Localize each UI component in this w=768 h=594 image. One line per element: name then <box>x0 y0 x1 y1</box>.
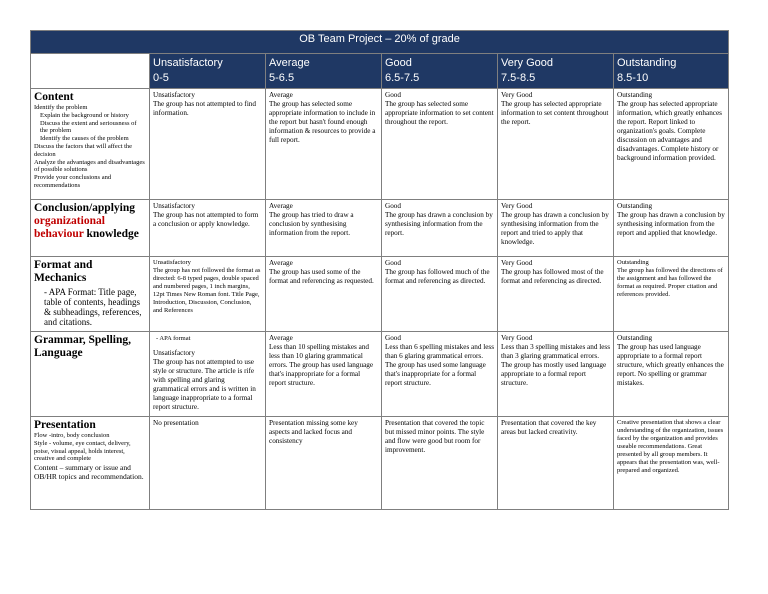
criterion-conclusion <box>31 200 150 257</box>
criterion-format <box>31 257 150 332</box>
cell-text: The group has drawn a conclusion by synthesising information from the report. <box>385 211 493 237</box>
cell-text: The group has selected some appropriate information to include in the report but hasn't found enough information & resources to provide a full report. <box>269 100 376 144</box>
criterion-title: Content <box>34 91 74 103</box>
criterion-title: Presentation <box>34 419 96 431</box>
cell-text: The group has followed much of the format and referencing as directed. <box>385 268 490 285</box>
rubric-cell <box>498 257 614 332</box>
rubric-cell <box>382 417 498 510</box>
cell-text: The group has not attempted to use style or structure. The article is rife with spelling and glaring grammatical errors and is written in language inappropriate to a formal report structure. <box>153 358 256 411</box>
cell-text: The group has used some of the format and referencing as requested. <box>269 268 374 285</box>
cell-level: Outstanding <box>617 202 653 210</box>
rubric-cell <box>614 257 729 332</box>
rubric-cell <box>498 200 614 257</box>
cell-level: Very Good <box>501 91 533 99</box>
level-header-average: Average 5-6.5 <box>266 54 382 89</box>
criterion-title-part: Conclusion/applying <box>34 202 135 214</box>
rubric-cell <box>498 332 614 417</box>
rubric-cell <box>614 200 729 257</box>
rubric-cell <box>614 332 729 417</box>
rubric-cell <box>266 417 382 510</box>
cell-text: Less than 6 spelling mistakes and less than 6 glaring grammatical errors. The group has used some language that's inappropriate for a formal report structure. <box>385 343 494 387</box>
criterion-desc: Identify the problem <box>34 104 88 111</box>
rubric-cell <box>266 200 382 257</box>
cell-text: Less than 3 spelling mistakes and less than 3 glaring grammatical errors. The group has mostly used language appropriate to a formal report structure. <box>501 343 610 387</box>
rubric-cell <box>498 89 614 200</box>
cell-text: Creative presentation that shows a clear understanding of the organization, issues faced by the organization and provides useable recommendations. Great presented by all group members. It appears that the presentation was, well-prepared and organized. <box>617 419 724 474</box>
cell-level: Outstanding <box>617 334 653 342</box>
table-row <box>31 200 729 257</box>
criterion-desc: Provide your conclusions and recommendations <box>34 174 112 189</box>
cell-level: Average <box>269 91 293 99</box>
rubric-cell <box>498 417 614 510</box>
cell-text: The group has not followed the format as directed: 6-8 typed pages, double spaced and numbered pages, 1 inch margins, 12pt Times New Roman font. Title Page, Introduction, Discussion, Conclusion, and References <box>153 267 261 314</box>
rubric-table <box>30 30 729 510</box>
criterion-desc: Explain the background or history <box>40 111 129 119</box>
cell-level: Unsatisfactory <box>153 202 195 210</box>
cell-text: Presentation that covered the key areas but lacked creativity. <box>501 419 597 436</box>
cell-level: Unsatisfactory <box>153 91 195 99</box>
cell-text: The group has selected appropriate information to set content throughout the report. <box>501 100 609 126</box>
cell-text: The group has used language appropriate to a formal report structure, which greatly enhances the report. No spelling or grammar mistakes. <box>617 343 724 387</box>
rubric-cell <box>150 417 266 510</box>
cell-level: Unsatisfactory <box>153 349 195 357</box>
rubric-cell <box>150 89 266 200</box>
table-row <box>31 332 729 417</box>
criterion-title-part: knowledge <box>83 228 139 240</box>
rubric-cell <box>150 200 266 257</box>
cell-level: Very Good <box>501 259 533 267</box>
criterion-desc: Discuss the extent and seriousness of the problem <box>40 119 137 135</box>
list-item: - APA Format: Title page, table of contents, headings & subheadings, references, and citations. <box>44 287 146 327</box>
rubric-cell <box>382 200 498 257</box>
cell-level: Good <box>385 334 401 342</box>
rubric-title: OB Team Project – 20% of grade <box>31 31 729 54</box>
cell-level: Good <box>385 259 401 267</box>
cell-level: Very Good <box>501 202 533 210</box>
criterion-title: Grammar, Spelling, Language <box>34 334 132 359</box>
cell-note: - APA format <box>156 335 191 342</box>
rubric-cell <box>266 89 382 200</box>
rubric-cell <box>266 332 382 417</box>
cell-text: The group has selected some appropriate information to set content throughout the report. <box>385 100 494 126</box>
criterion-desc: Style - volume, eye contact, delivery, poise, visual appeal, holds interest, creative and complete <box>34 439 131 463</box>
rubric-cell <box>150 332 266 417</box>
cell-text: Less than 10 spelling mistakes and less than 10 glaring grammatical errors. The group has used language that's inappropriate for a formal report structure. <box>269 343 374 387</box>
cell-text: Presentation that covered the topic but missed minor points. The style and flow were good but room for improvement. <box>385 419 485 454</box>
cell-level: Average <box>269 334 293 342</box>
cell-level: Outstanding <box>617 91 653 99</box>
rubric-cell <box>614 89 729 200</box>
criterion-presentation <box>31 417 150 510</box>
level-header-good: Good 6.5-7.5 <box>382 54 498 89</box>
cell-level: Good <box>385 202 401 210</box>
cell-level: Very Good <box>501 334 533 342</box>
rubric-cell <box>382 89 498 200</box>
level-header-unsatisfactory: Unsatisfactory 0-5 <box>150 54 266 89</box>
cell-text: The group has drawn a conclusion by synthesising information from the report and tried to apply that knowledge. <box>501 211 609 246</box>
rubric-cell <box>150 257 266 332</box>
rubric-cell <box>382 332 498 417</box>
criterion-desc: Identify the causes of the problem <box>40 135 129 143</box>
table-row <box>31 89 729 200</box>
criterion-title <box>34 202 146 241</box>
level-header-very-good: Very Good 7.5-8.5 <box>498 54 614 89</box>
cell-text: The group has not attempted to form a conclusion or apply knowledge. <box>153 211 259 228</box>
criterion-grammar <box>31 332 150 417</box>
criterion-title-highlight: organizational behaviour <box>34 215 105 240</box>
cell-level: Good <box>385 91 401 99</box>
cell-text: The group has followed most of the format and referencing as directed. <box>501 268 604 285</box>
criterion-title: Format and Mechanics <box>34 259 93 284</box>
cell-text: The group has drawn a conclusion by synthesising information from the report and applied that knowledge. <box>617 211 725 237</box>
cell-level: Average <box>269 202 293 210</box>
cell-level: Outstanding <box>617 259 649 266</box>
cell-text: The group has not attempted to find information. <box>153 100 256 117</box>
criterion-content <box>31 89 150 200</box>
criterion-desc: Content – summary or issue and OB/HR topics and recommendation. <box>34 463 144 482</box>
table-row <box>31 257 729 332</box>
rubric-cell <box>614 417 729 510</box>
cell-text: No presentation <box>153 419 199 427</box>
cell-text: The group has followed the directions of the assignment and has followed the format as required. Proper citation and references provided. <box>617 267 723 298</box>
cell-level: Average <box>269 259 293 267</box>
table-row <box>31 417 729 510</box>
criterion-desc: Discuss the factors that will affect the decision <box>34 142 133 158</box>
rubric-cell <box>382 257 498 332</box>
level-header-outstanding: Outstanding 8.5-10 <box>614 54 729 89</box>
cell-text: Presentation missing some key aspects and lacked focus and consistency <box>269 419 358 445</box>
header-blank <box>31 54 150 89</box>
cell-level: Unsatisfactory <box>153 259 191 266</box>
cell-text: The group has selected appropriate information, which greatly enhances the report. Report linked to organization's goals. Complete discussion on advantages and disadvantages. Complete history or background information provided. <box>617 100 722 162</box>
criterion-desc: Analyze the advantages and disadvantages of possible solutions <box>34 158 145 174</box>
cell-text: The group has tried to draw a conclusion by synthesising information from the report. <box>269 211 354 237</box>
criterion-desc: Flow -intro, body conclusion <box>34 432 110 439</box>
rubric-cell <box>266 257 382 332</box>
criterion-list <box>34 287 146 327</box>
